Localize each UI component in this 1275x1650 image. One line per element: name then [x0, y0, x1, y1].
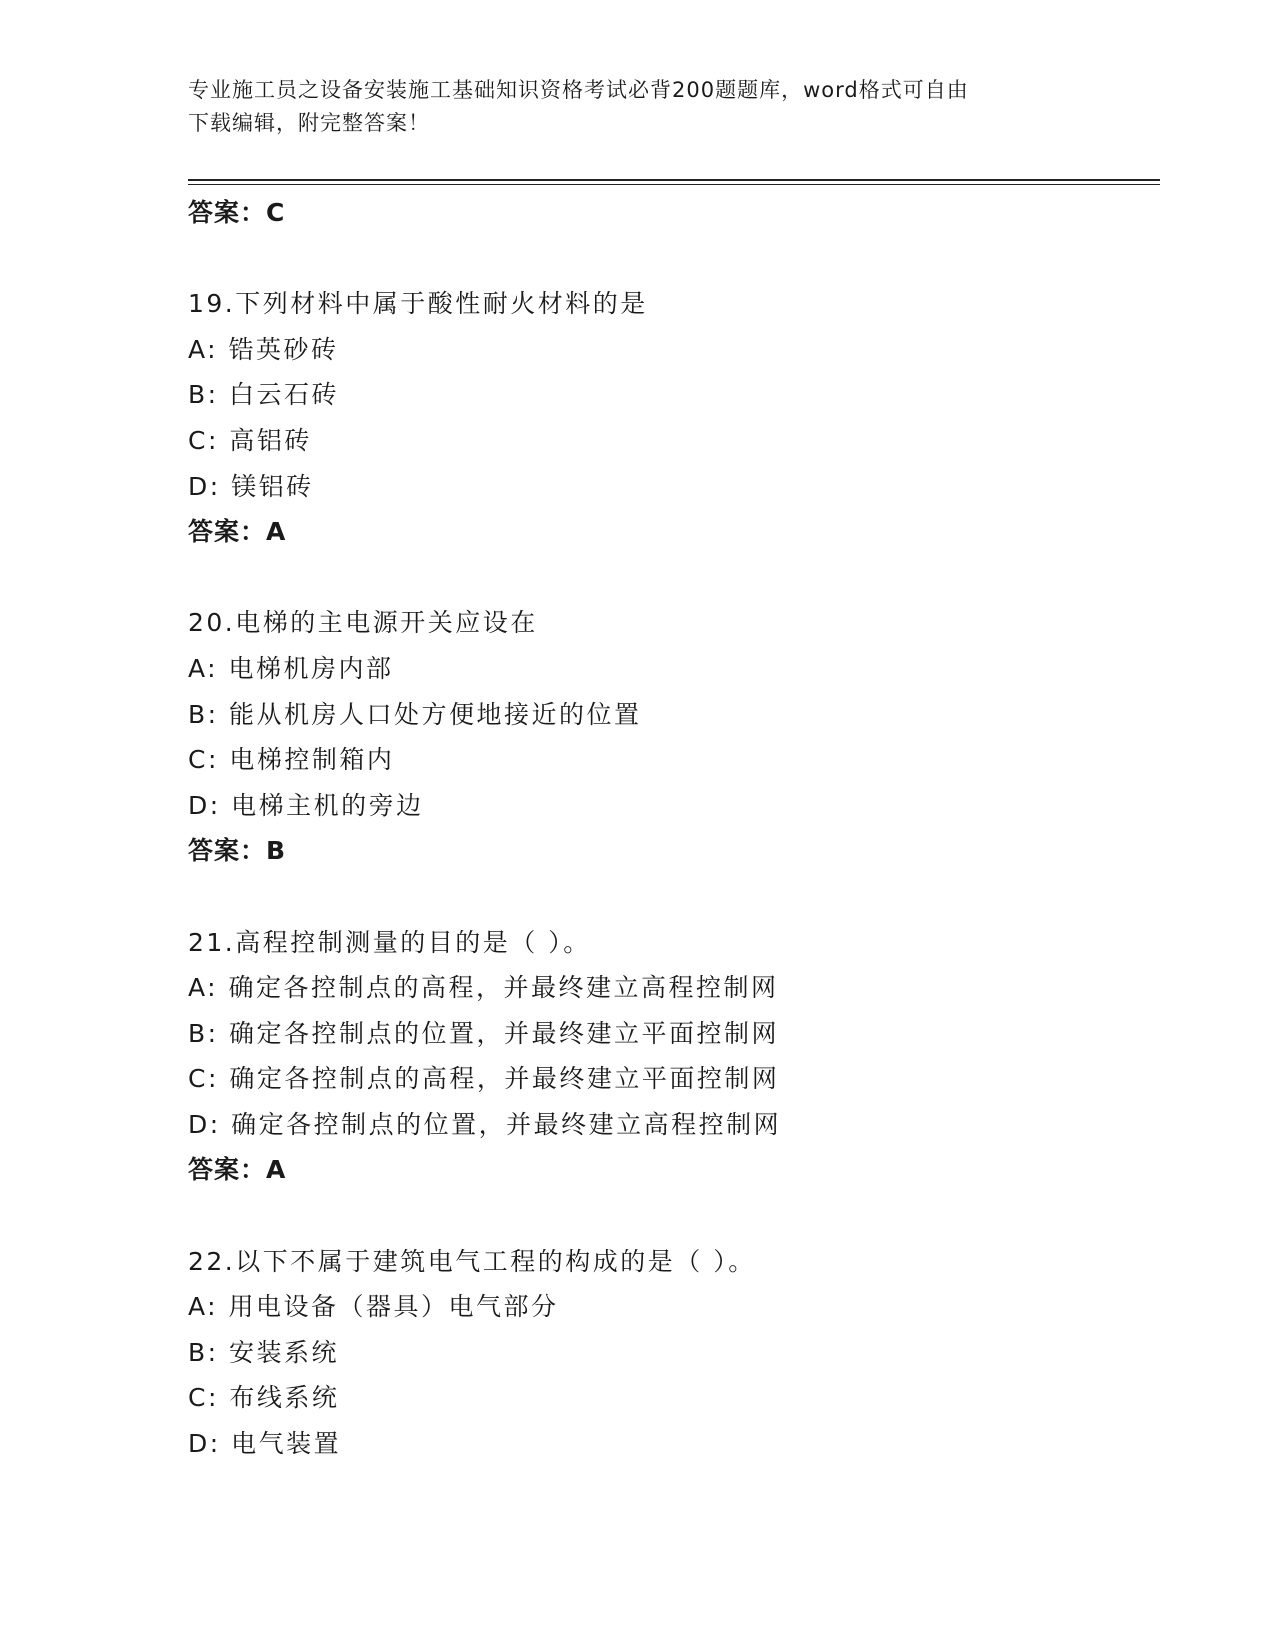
answer-line: 答案：A: [188, 517, 287, 547]
option-a: A: 电梯机房内部: [188, 653, 394, 683]
question-20: [188, 600, 1158, 874]
question-stem: 22.以下不属于建筑电气工程的构成的是（ ）。: [188, 1246, 756, 1276]
option-d: D: 镁铝砖: [188, 471, 314, 501]
option-b: B: 能从机房人口处方便地接近的位置: [188, 699, 642, 729]
option-a: A: 用电设备（器具）电气部分: [188, 1292, 559, 1322]
question-stem: 20.电梯的主电源开关应设在: [188, 608, 538, 638]
option-c: C: 确定各控制点的高程，并最终建立平面控制网: [188, 1064, 780, 1094]
header-line-1: 专业施工员之设备安装施工基础知识资格考试必背200题题库，word格式可自由: [188, 78, 969, 102]
answer-line: 答案：C: [188, 198, 286, 227]
header-divider-thin: [188, 184, 1160, 185]
header-line-2: 下载编辑，附完整答案！: [188, 111, 430, 135]
question-stem: 19.下列材料中属于酸性耐火材料的是: [188, 289, 648, 319]
option-a: A: 确定各控制点的高程，并最终建立高程控制网: [188, 973, 779, 1003]
option-c: C: 高铝砖: [188, 425, 312, 455]
question-stem: 21.高程控制测量的目的是（ ）。: [188, 927, 591, 957]
option-b: B: 白云石砖: [188, 380, 340, 410]
question-19: [188, 281, 1158, 555]
option-d: D: 电气装置: [188, 1429, 342, 1459]
option-d: D: 确定各控制点的位置，并最终建立高程控制网: [188, 1109, 782, 1139]
document-header: [188, 74, 1068, 140]
question-22: [188, 1239, 1158, 1467]
option-b: B: 确定各控制点的位置，并最终建立平面控制网: [188, 1018, 780, 1048]
question-21: [188, 920, 1158, 1194]
header-divider-thick: [188, 179, 1160, 181]
question-list: [188, 190, 1158, 1467]
option-a: A: 锆英砂砖: [188, 334, 339, 364]
option-d: D: 电梯主机的旁边: [188, 790, 424, 820]
answer-line: 答案：B: [188, 836, 287, 866]
option-b: B: 安装系统: [188, 1337, 340, 1367]
option-c: C: 电梯控制箱内: [188, 745, 395, 775]
answer-line: 答案：A: [188, 1155, 287, 1185]
option-c: C: 布线系统: [188, 1383, 340, 1413]
